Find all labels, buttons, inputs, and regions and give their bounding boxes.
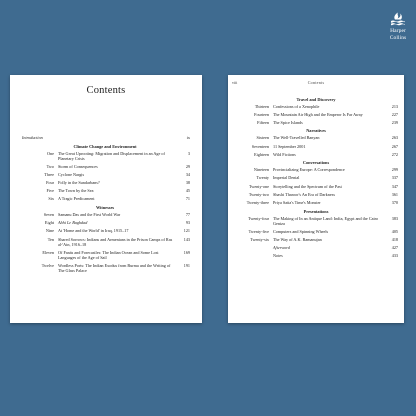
- chapter-number: Twenty-four: [248, 215, 269, 221]
- chapter-title: Wordless Ports: The Indian Exodus from Burma and the Writing of The Glass Palace: [58, 262, 171, 273]
- chapter-title: Priya Satia's Time's Monster: [273, 200, 321, 205]
- toc-entry: [20, 151, 190, 161]
- chapter-title: The Spice Islands: [273, 119, 303, 125]
- toc-page-number: 45: [185, 188, 190, 194]
- chapter-number: Twenty-three: [246, 200, 269, 205]
- toc-page-number: 405: [391, 228, 398, 234]
- toc-entry: [234, 104, 398, 109]
- toc-entry: [20, 220, 190, 225]
- chapter-title: Samanu Das and the First World War: [58, 211, 121, 217]
- chapter-number: Eleven: [42, 249, 54, 255]
- publisher-name-line1: Harper: [390, 28, 406, 34]
- toc-page-number: 272: [391, 151, 398, 157]
- toc-page-number: 191: [183, 262, 190, 268]
- toc-page-number: 239: [391, 119, 398, 125]
- toc-page-number: 71: [185, 196, 190, 202]
- chapter-title: Shashi Tharoor's An Era of Darkness: [273, 191, 335, 197]
- running-head-title: Contents: [307, 80, 325, 85]
- chapter-number: One: [47, 150, 54, 156]
- toc-entry: [234, 229, 398, 234]
- toc-page-number: 3: [187, 150, 190, 156]
- chapter-title: A Tragic Predicament: [58, 196, 95, 202]
- section-heading: Travel and Discovery: [296, 96, 336, 102]
- chapter-number: Twenty-one: [249, 183, 269, 189]
- chapter-title: The Way of A.K. Ramanujan: [273, 236, 322, 242]
- chapter-number: Twenty-two: [248, 191, 269, 197]
- toc-page-number: 227: [391, 111, 398, 117]
- chapter-title: Storytelling and the Spectrum of the Past: [273, 183, 342, 189]
- toc-entry: [20, 250, 190, 260]
- toc-entry: [234, 120, 398, 125]
- chapter-number: Two: [46, 163, 54, 169]
- chapter-number: Twenty-five: [248, 228, 269, 234]
- toc-entry: [20, 237, 190, 247]
- fire-and-water-icon: [390, 12, 406, 28]
- chapter-title: The Town by the Sea: [58, 188, 94, 194]
- toc-page-number: 169: [183, 249, 190, 255]
- table-of-contents-right: [234, 93, 398, 261]
- toc-page-number: 93: [185, 220, 190, 226]
- toc-page-number: 267: [391, 143, 398, 149]
- toc-entry: [234, 144, 398, 149]
- toc-page-number: 143: [183, 236, 190, 242]
- toc-entry: [20, 188, 190, 193]
- backmatter-title: Notes: [273, 253, 283, 259]
- table-of-contents-left: [20, 135, 190, 276]
- toc-page-number: 38: [185, 180, 190, 186]
- toc-page-number: 34: [185, 171, 190, 177]
- chapter-number: Four: [46, 180, 54, 186]
- chapter-number: Eighteen: [254, 151, 269, 157]
- toc-entry: [20, 212, 190, 217]
- toc-page-number: 383: [391, 215, 398, 221]
- toc-page-number: 299: [391, 167, 398, 173]
- chapter-number: Sixteen: [256, 135, 269, 141]
- chapter-number: Five: [46, 188, 54, 194]
- chapter-title: The Great Uprooting: Migration and Displacement in an Age of Planetary Crisis: [58, 150, 165, 161]
- chapter-title: Storm of Consequences: [58, 163, 98, 169]
- chapter-title: Provincializing Europe: A Correspondence: [273, 167, 345, 173]
- chapter-title: Computers and Spinning Wheels: [273, 228, 329, 234]
- toc-entry: [234, 184, 398, 189]
- chapter-title: Wild Fictions: [273, 151, 296, 157]
- section-heading: Witnesses: [95, 204, 115, 210]
- section-heading: Narratives: [306, 128, 326, 134]
- chapter-number: Fourteen: [254, 111, 269, 117]
- toc-page-number: 361: [391, 191, 398, 197]
- section-heading: Conversations: [302, 160, 330, 166]
- toc-entry: [234, 237, 398, 242]
- toc-intro-label: Introduction: [22, 135, 43, 140]
- chapter-number: Six: [48, 196, 54, 202]
- chapter-title: Imperial Denial: [273, 175, 300, 181]
- toc-page-number: 121: [183, 228, 190, 234]
- left-page: [10, 75, 202, 323]
- toc-entry: [234, 192, 398, 197]
- chapter-title: Confessions of a Xenophile: [273, 103, 320, 109]
- chapter-title: At 'Home and the World' in Iraq, 1915–17: [58, 228, 129, 234]
- toc-entry: [234, 175, 398, 180]
- chapter-number: Twenty-six: [250, 236, 269, 242]
- toc-entry: [20, 228, 190, 233]
- toc-page-number: ix: [186, 135, 190, 140]
- chapter-number: Seven: [43, 211, 54, 217]
- running-head-page-number: viii: [232, 80, 238, 85]
- chapter-title: 11 September 2001: [273, 143, 306, 149]
- section-heading: Climate Change and Environment: [73, 143, 137, 149]
- chapter-number: Thirteen: [254, 103, 269, 109]
- chapter-title: Cyclone Nargis: [58, 171, 85, 177]
- toc-entry: [20, 263, 190, 273]
- toc-entry: [20, 196, 190, 201]
- toc-entry-notes: [234, 253, 398, 258]
- backmatter-title: Afterword: [273, 245, 290, 251]
- toc-page-number: 213: [391, 103, 398, 109]
- publisher-name-line2: Collins: [389, 34, 407, 41]
- toc-entry: [234, 112, 398, 117]
- chapter-number: Fifteen: [257, 119, 269, 125]
- chapter-number: Nine: [45, 228, 54, 234]
- chapter-number: Eight: [44, 220, 54, 226]
- toc-page-number: 263: [391, 135, 398, 141]
- chapter-number: Ten: [47, 236, 54, 242]
- chapter-title: Shared Sorrows: Indians and Armenians in the Prison Camps of Ras al-'Ain, 1916–18: [58, 236, 173, 247]
- running-head: [228, 80, 404, 88]
- chapter-title: Of Fanás and Forecastles: The Indian Ocean and Some Lost Languages of the Age of Sail: [58, 249, 159, 260]
- toc-page-number: 337: [391, 175, 398, 181]
- chapter-number: Twelve: [41, 262, 54, 268]
- toc-entry: [234, 216, 398, 226]
- chapter-title: Folly in the Sundarbans?: [58, 180, 100, 186]
- toc-entry: [234, 135, 398, 140]
- toc-entry: [20, 180, 190, 185]
- chapter-title: The Making of In an Antique Land: India, Egypt and the Cairo Geniza: [273, 215, 379, 226]
- chapter-number: Seventeen: [251, 143, 269, 149]
- page-title: Contents: [86, 85, 126, 96]
- toc-entry-afterword: [234, 245, 398, 250]
- chapter-title: Abhi Le Baghdad: [58, 220, 88, 226]
- toc-page-number: 347: [391, 183, 398, 189]
- section-heading: Presentations: [303, 208, 329, 214]
- chapter-number: Twenty: [256, 175, 269, 181]
- toc-page-number: 29: [185, 163, 190, 169]
- toc-entry: [20, 164, 190, 169]
- toc-page-number: 427: [391, 245, 398, 251]
- toc-page-number: 433: [391, 253, 398, 259]
- toc-page-number: 418: [391, 236, 398, 242]
- chapter-number: Nineteen: [253, 167, 269, 173]
- toc-page-number: 77: [185, 211, 190, 217]
- toc-entry: [234, 167, 398, 172]
- toc-page-number: 370: [391, 200, 398, 205]
- toc-entry-introduction: [20, 135, 190, 140]
- toc-entry: [234, 152, 398, 157]
- chapter-number: Three: [44, 171, 54, 177]
- publisher-logo: [384, 12, 412, 41]
- chapter-title: The Mountain Air High and the Emperor Is Far Away: [273, 111, 363, 117]
- right-page: [228, 75, 404, 323]
- chapter-title: The Well-Travelled Banyan: [273, 135, 320, 141]
- toc-entry: [234, 200, 398, 205]
- toc-entry: [20, 172, 190, 177]
